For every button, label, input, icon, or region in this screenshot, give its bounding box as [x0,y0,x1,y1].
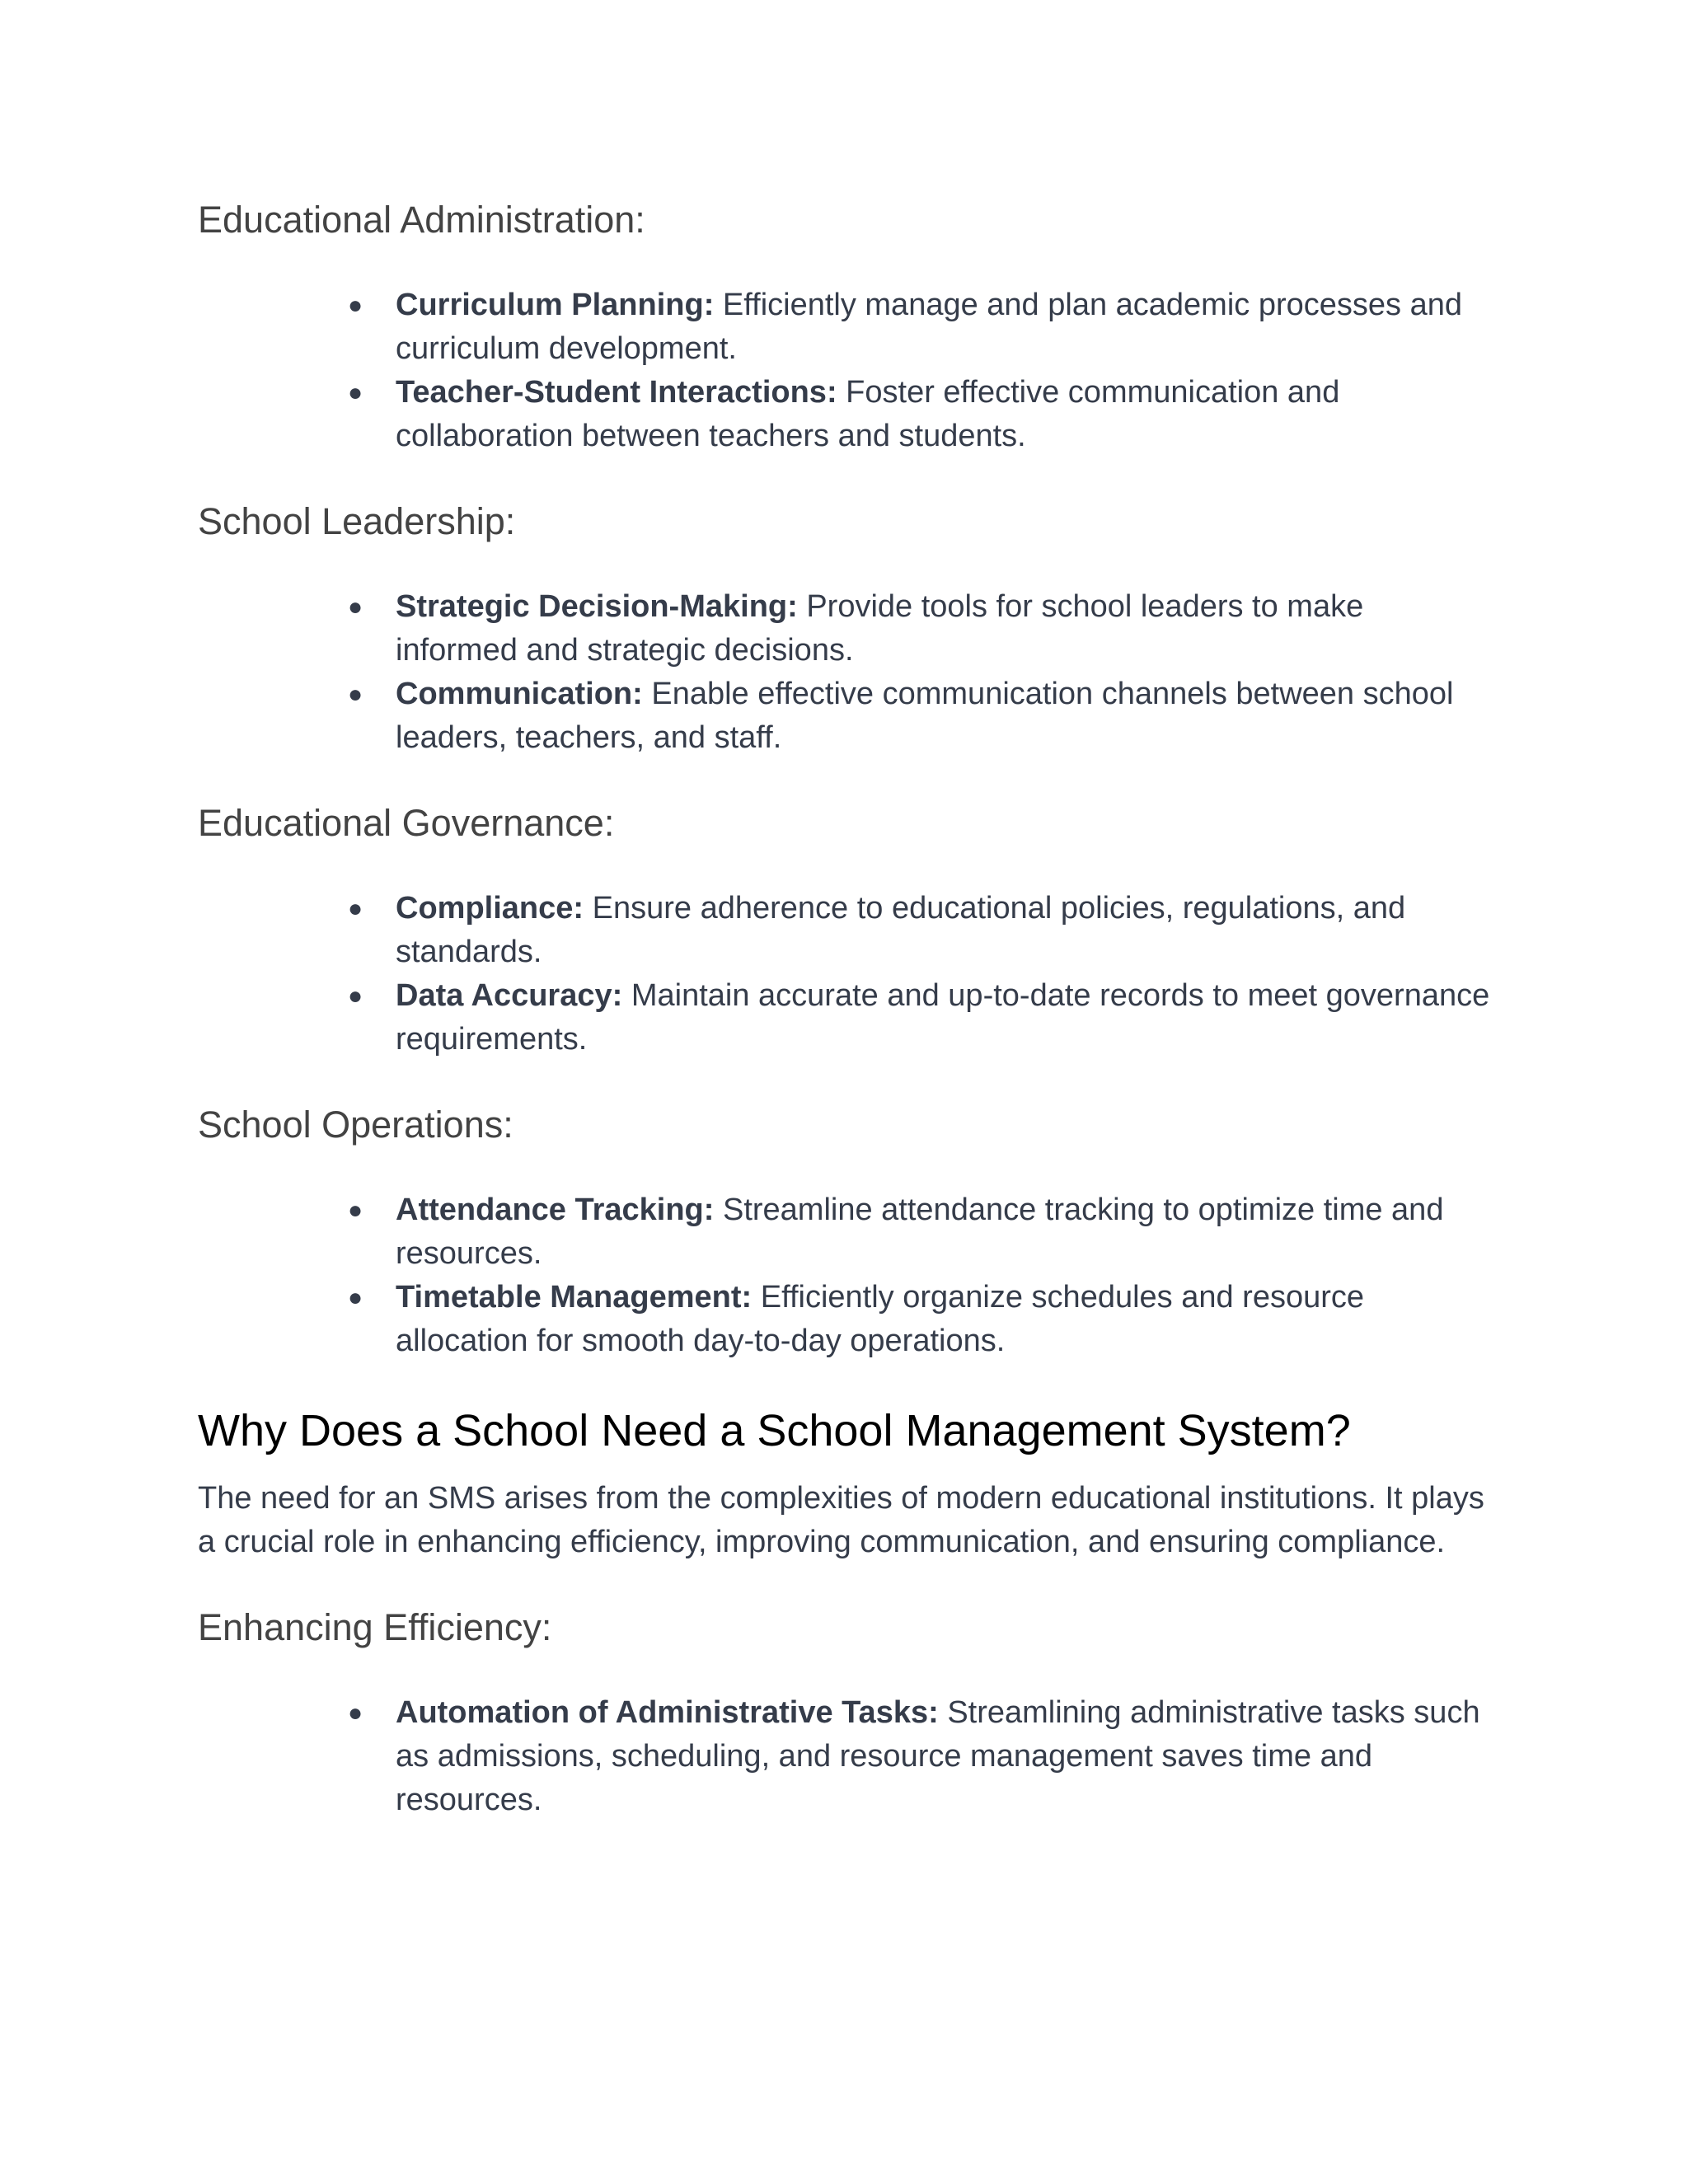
item-term: Curriculum Planning: [396,288,715,322]
list-item [348,673,1490,760]
bullet-list [198,585,1490,760]
item-term: Strategic Decision-Making: [396,589,798,624]
bullet-icon: ● [348,895,363,922]
section-enhancing-efficiency [198,1605,1490,1822]
bullet-icon: ● [348,379,363,406]
section-heading: Enhancing Efficiency: [198,1606,552,1648]
bullet-list [198,284,1490,458]
list-item [348,1691,1490,1822]
list-item [348,371,1490,458]
bullet-icon: ● [348,1699,363,1727]
item-term: Compliance: [396,891,584,926]
item-text: Provide tools for school leaders to make informed and strategic decisions. [396,589,1364,668]
bullet-icon: ● [348,1284,363,1311]
section-school-leadership [198,499,1490,760]
item-text: Maintain accurate and up-to-date records to meet governance requirements. [396,978,1490,1057]
item-text: Efficiently organize schedules and resource allocation for smooth day-to-day operations. [396,1280,1365,1358]
list-item [348,585,1490,673]
list-item [348,284,1490,371]
bullet-list [198,887,1490,1062]
section-heading: Educational Administration: [198,199,645,241]
bullet-list [198,1691,1490,1822]
item-text: Foster effective communication and collaboration between teachers and students. [396,375,1340,453]
section-why-sms [198,1404,1490,1564]
bullet-icon: ● [348,1197,363,1224]
item-text: Streamlining administrative tasks such as admissions, scheduling, and resource management saves time and resources. [396,1695,1480,1817]
section-educational-administration [198,198,1490,458]
list-item [348,974,1490,1062]
item-text: Ensure adherence to educational policies, regulations, and standards. [396,891,1406,969]
item-text: Enable effective communication channels between school leaders, teachers, and staff. [396,677,1454,755]
list-item [348,887,1490,974]
intro-paragraph: The need for an SMS arises from the complexities of modern educational institutions. It plays a crucial role in enhancing efficiency, improving communication, and ensuring compliance. [198,1481,1484,1559]
section-school-operations [198,1103,1490,1363]
bullet-icon: ● [348,292,363,319]
item-text: Efficiently manage and plan academic processes and curriculum development. [396,288,1462,366]
item-term: Teacher-Student Interactions: [396,375,837,410]
section-educational-governance [198,801,1490,1062]
section-heading: School Operations: [198,1104,513,1146]
page-heading: Why Does a School Need a School Management System? [198,1406,1351,1455]
item-term: Attendance Tracking: [396,1193,715,1227]
item-term: Timetable Management: [396,1280,753,1315]
bullet-list [198,1188,1490,1363]
section-heading: Educational Governance: [198,802,615,844]
list-item [348,1276,1490,1363]
section-heading: School Leadership: [198,500,516,542]
bullet-icon: ● [348,982,363,1010]
item-text: Streamline attendance tracking to optimize time and resources. [396,1193,1444,1271]
item-term: Communication: [396,677,643,711]
item-term: Automation of Administrative Tasks: [396,1695,939,1730]
bullet-icon: ● [348,681,363,708]
bullet-icon: ● [348,593,363,621]
item-term: Data Accuracy: [396,978,623,1013]
document-page [198,198,1490,1863]
list-item [348,1188,1490,1276]
